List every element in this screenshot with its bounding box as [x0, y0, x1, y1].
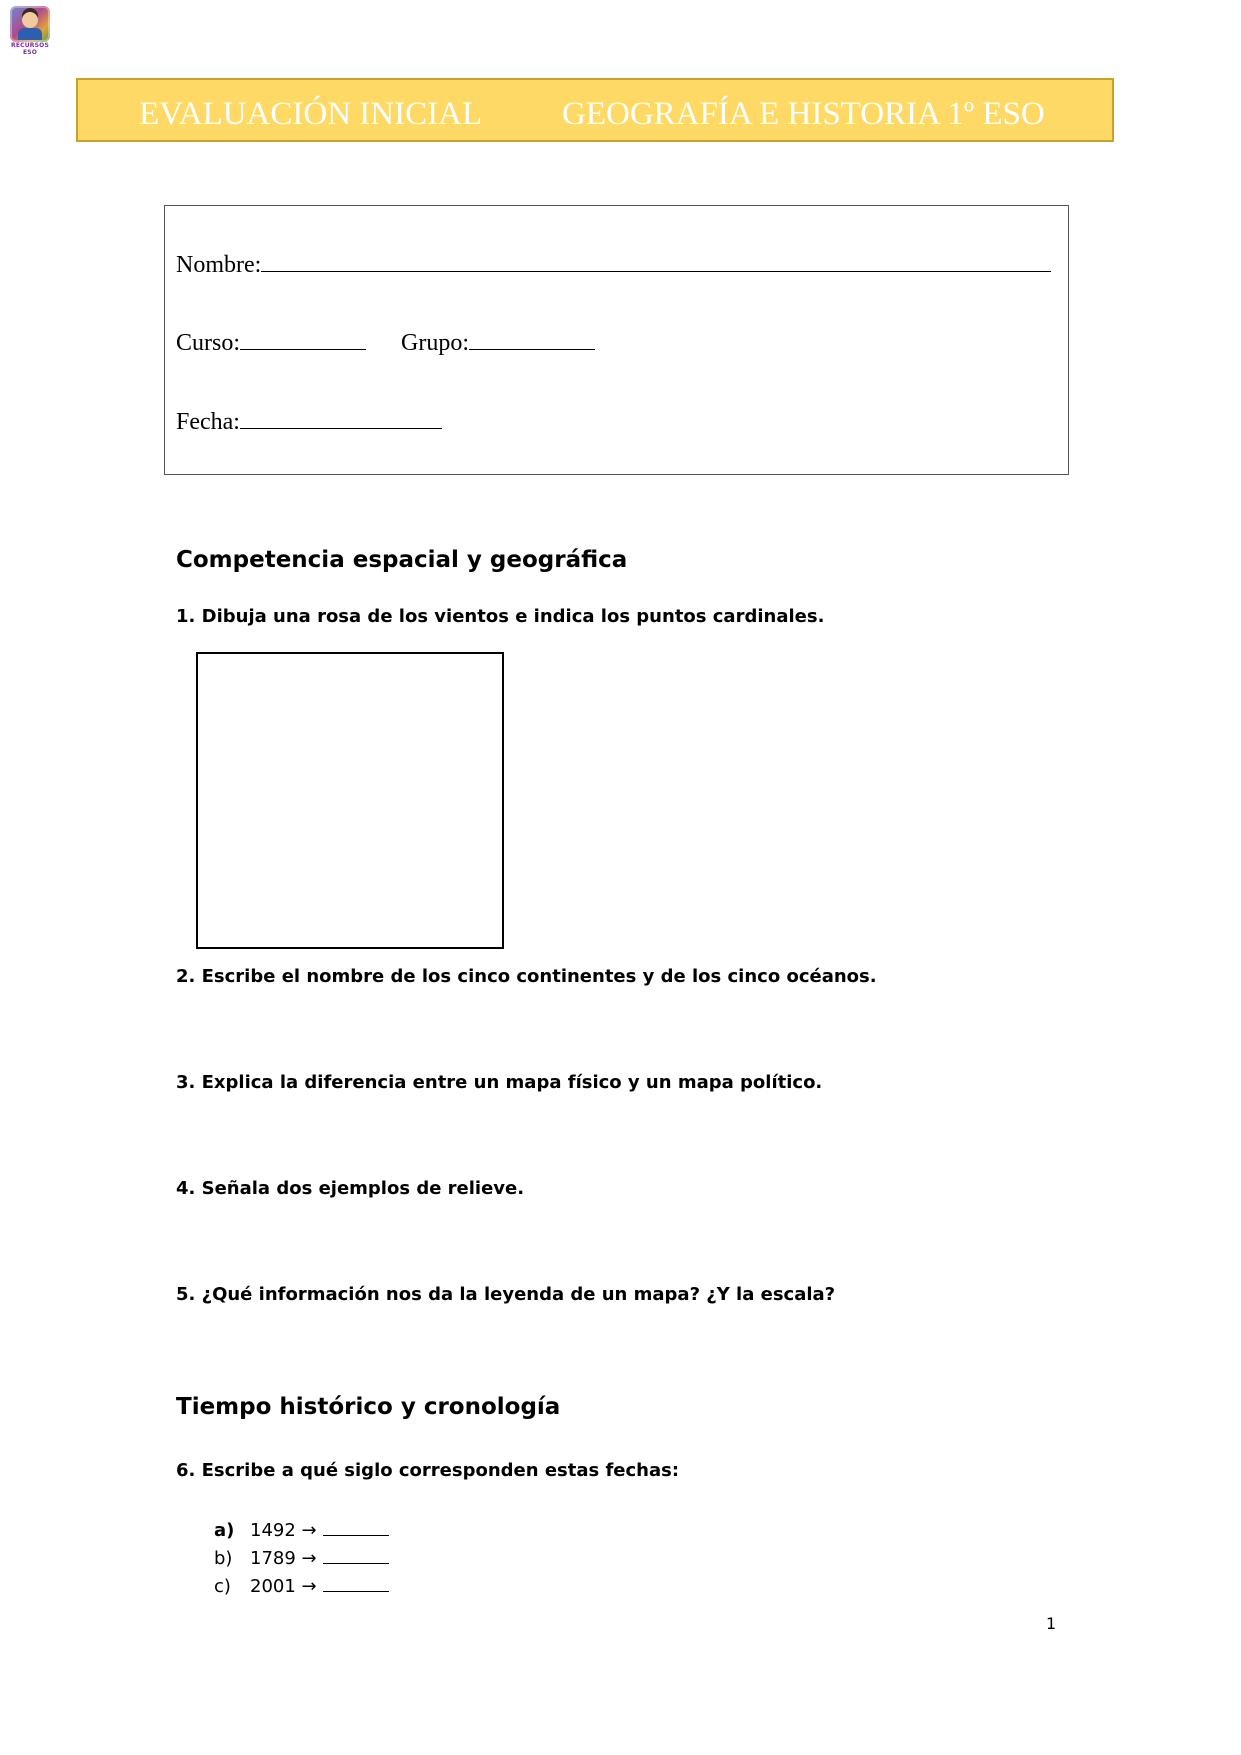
date-letter: c): [214, 1576, 231, 1597]
group-row: [401, 327, 595, 357]
name-field[interactable]: [261, 249, 1051, 272]
date-value: 1492 →: [250, 1520, 317, 1541]
course-label: Curso:: [176, 330, 241, 356]
name-row: [176, 249, 1051, 279]
logo-illustration: [10, 6, 50, 42]
date-label: Fecha:: [176, 409, 240, 435]
group-label: Grupo:: [401, 330, 469, 356]
question-3: 3. Explica la diferencia entre un mapa físico y un mapa político.: [176, 1072, 823, 1093]
question-5: 5. ¿Qué información nos da la leyenda de un mapa? ¿Y la escala?: [176, 1284, 836, 1305]
century-answer-field[interactable]: [323, 1545, 389, 1564]
century-answer-field[interactable]: [323, 1517, 389, 1536]
date-value: 1789 →: [250, 1548, 317, 1569]
group-field[interactable]: [469, 327, 595, 350]
exam-title: EVALUACIÓN INICIAL: [139, 96, 483, 132]
date-field[interactable]: [240, 406, 442, 429]
question-1: 1. Dibuja una rosa de los vientos e indica los puntos cardinales.: [176, 606, 825, 627]
date-letter: b): [214, 1548, 233, 1569]
section-title-geography: Competencia espacial y geográfica: [176, 547, 628, 573]
page-number: 1: [1046, 1614, 1057, 1633]
century-answer-field[interactable]: [323, 1573, 389, 1592]
section-title-history: Tiempo histórico y cronología: [176, 1394, 561, 1420]
date-item-c: [214, 1573, 389, 1599]
course-row: [176, 327, 366, 357]
subject-title: GEOGRAFÍA E HISTORIA 1º ESO: [562, 96, 1045, 132]
date-item-b: [214, 1545, 389, 1571]
compass-rose-drawing-area[interactable]: [196, 652, 504, 949]
recursos-eso-logo: [8, 6, 52, 56]
question-4: 4. Señala dos ejemplos de relieve.: [176, 1178, 525, 1199]
date-value: 2001 →: [250, 1576, 317, 1597]
question-2: 2. Escribe el nombre de los cinco continentes y de los cinco océanos.: [176, 966, 877, 987]
student-info-box: [164, 205, 1069, 475]
name-label: Nombre:: [176, 252, 262, 278]
date-item-a: [214, 1517, 389, 1543]
question-6: 6. Escribe a qué siglo corresponden estas fechas:: [176, 1460, 680, 1481]
date-letter: a): [214, 1520, 235, 1541]
date-row: [176, 406, 442, 436]
course-field[interactable]: [240, 327, 366, 350]
logo-text: RECURSOS ESO: [11, 42, 49, 56]
title-banner: [76, 78, 1114, 142]
